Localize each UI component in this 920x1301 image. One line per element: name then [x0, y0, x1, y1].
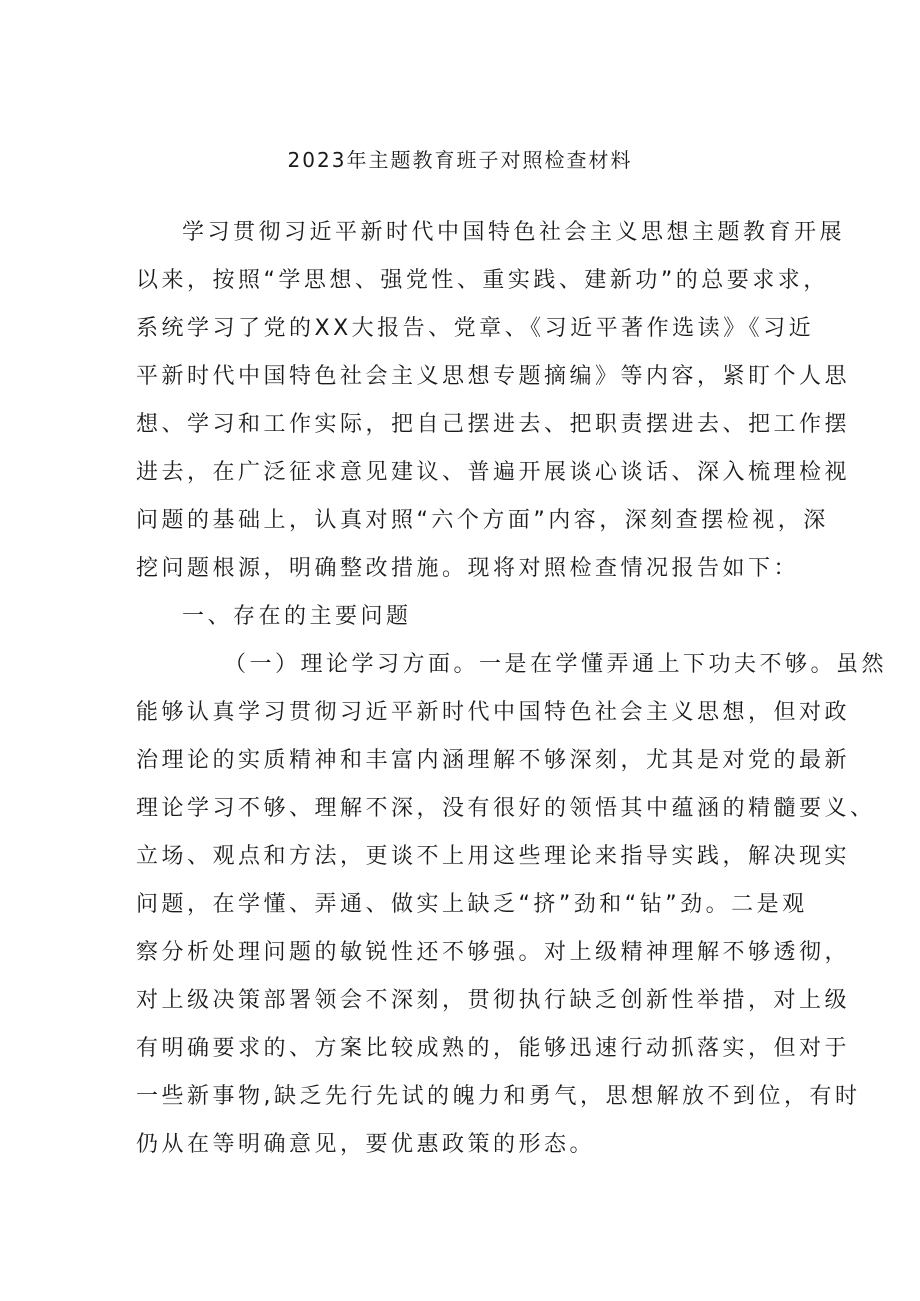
body-line: 以来，按照“学思想、强党性、重实践、建新功”的总要求求， [136, 268, 829, 293]
body-line: 问题，在学懂、弄通、做实上缺乏“挤”劲和“钻”劲。二是观 [136, 892, 808, 917]
section-heading: 一、存在的主要问题 [182, 604, 412, 629]
body-line: 学习贯彻习近平新时代中国特色社会主义思想主题教育开展 [182, 220, 846, 245]
body-line: 问题的基础上，认真对照“六个方面”内容，深刻查摆检视，深 [136, 508, 829, 533]
body-line: 能够认真学习贯彻习近平新时代中国特色社会主义思想，但对政 [136, 700, 851, 725]
body-line: 治理论的实质精神和丰富内涵理解不够深刻，尤其是对党的最新 [136, 748, 851, 773]
body-line: 理论学习不够、理解不深，没有很好的领悟其中蕴涵的精髓要义、 [136, 796, 876, 821]
body-line: 挖问题根源，明确整改措施。现将对照检查情况报告如下： [136, 556, 800, 581]
body-line: 有明确要求的、方案比较成熟的，能够迅速行动抓落实，但对于 [136, 1036, 851, 1061]
body-line: 一些新事物,缺乏先行先试的魄力和勇气，思想解放不到位，有时 [136, 1084, 861, 1109]
body-line: 察分析处理问题的敏锐性还不够强。对上级精神理解不够透彻， [136, 940, 851, 965]
body-line: 仍从在等明确意见，要优惠政策的形态。 [136, 1132, 596, 1157]
body-line: 对上级决策部署领会不深刻，贯彻执行缺乏创新性举措，对上级 [136, 988, 851, 1013]
body-line: 进去，在广泛征求意见建议、普遍开展谈心谈话、深入梳理检视 [136, 460, 851, 485]
body-line: 平新时代中国特色社会主义思想专题摘编》等内容，紧盯个人思 [136, 364, 851, 389]
body-line: 立场、观点和方法，更谈不上用这些理论来指导实践，解决现实 [136, 844, 851, 869]
body-line: 系统学习了党的XX大报告、党章、《习近平著作选读》《习近 [136, 316, 815, 341]
body-line: 想、学习和工作实际，把自己摆进去、把职责摆进去、把工作摆 [136, 412, 851, 437]
document-title: 2023年主题教育班子对照检查材料 [287, 148, 633, 172]
subsection-heading-line: （一）理论学习方面。一是在学懂弄通上下功夫不够。虽然 [224, 652, 888, 677]
